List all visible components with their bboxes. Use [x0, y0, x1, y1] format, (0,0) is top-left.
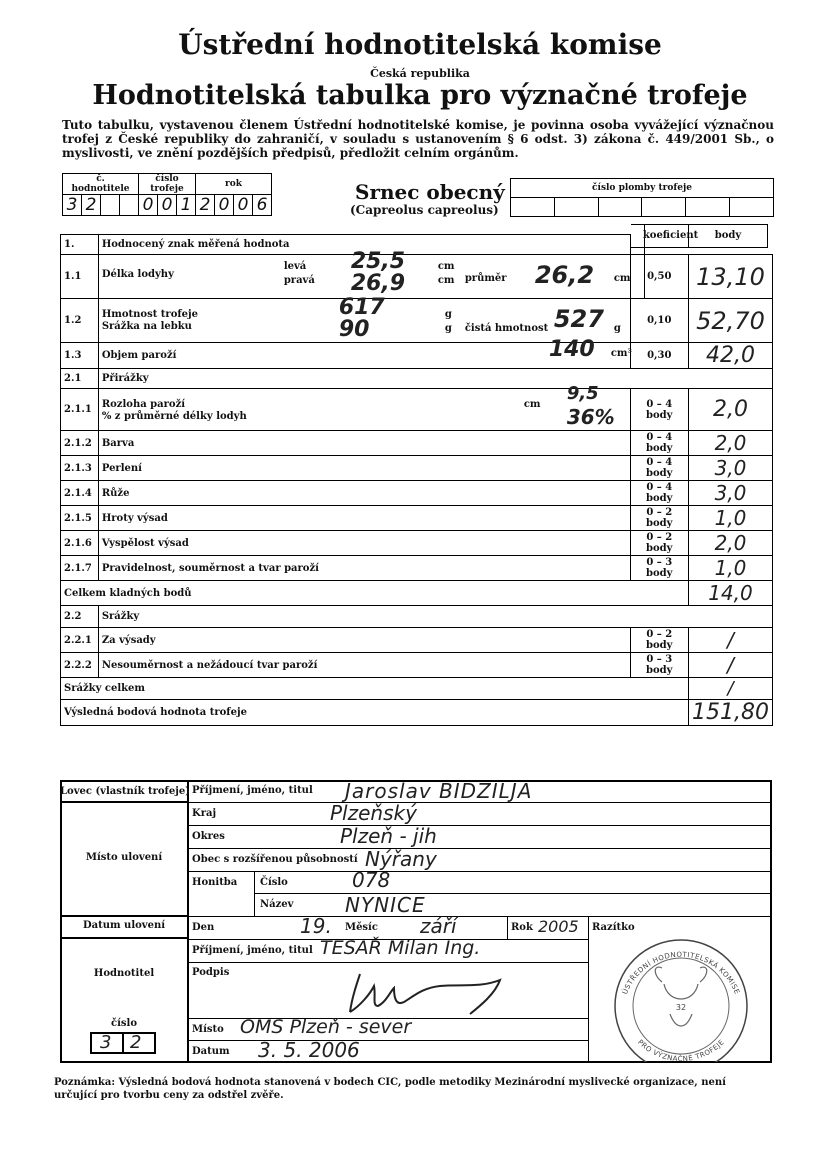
row-number: 2.1.1 — [61, 389, 99, 431]
seal-digit-empty — [511, 198, 555, 217]
seal-digit-empty — [730, 198, 774, 217]
row-number: 2.1.3 — [61, 456, 99, 481]
evaluator-name-value: TESAŘ Milan Ing. — [320, 937, 481, 959]
name-label: Příjmení, jméno, titul — [192, 785, 313, 796]
spread-percent: 36% — [566, 405, 615, 429]
place-label: Místo ulovení — [85, 852, 163, 863]
evaluator-digit-empty — [120, 195, 139, 216]
points-range: 0 – 3 body — [630, 556, 688, 581]
row-number: 2.1.4 — [61, 481, 99, 506]
stamp-label: Razítko — [592, 922, 635, 933]
coefficient — [630, 230, 699, 299]
skull-deduction-value: 90 — [338, 317, 370, 342]
row-1-2 — [98, 295, 630, 343]
points-range: 0 – 4 body — [630, 481, 688, 506]
deduction-total-value: / — [688, 678, 772, 700]
unit: g — [444, 323, 452, 334]
row-1-3 — [98, 337, 632, 369]
footer-note: Poznámka: Výsledná bodová hodnota stanovená v bodech CIC, podle metodiky Mezinárodní myslivecké organizace, není určující pro tvorbu ceny za odstřel zvěře. — [54, 1077, 726, 1101]
row-label: Srážka na lebku — [101, 321, 192, 332]
left-value: 25,5 — [350, 249, 406, 274]
points-range: 0 – 2 body — [630, 531, 688, 556]
points-range: 0 – 4 body — [630, 431, 688, 456]
ground-number-label: Číslo — [260, 877, 288, 888]
row-label: Objem paroží — [101, 350, 177, 361]
average-label: průměr — [464, 273, 507, 284]
coefficient: 0,30 — [630, 343, 688, 369]
evaluator-digit: 2 — [82, 195, 101, 216]
row-number: 2.1.5 — [61, 506, 99, 531]
day-label: Den — [192, 922, 215, 933]
row-label: Délka lodyhy — [101, 269, 174, 280]
points-cell — [688, 230, 772, 299]
row-label: Srážky — [98, 606, 772, 628]
seal-digit-empty — [598, 198, 642, 217]
points-value: 2,0 — [688, 431, 772, 456]
region-label: Kraj — [192, 808, 217, 819]
ground-name-label: Název — [260, 899, 294, 910]
evaluator-label: Hodnotitel — [93, 968, 155, 979]
trophy-digit: 0 — [158, 195, 177, 216]
final-total-label: Výsledná bodová hodnota trofeje — [61, 700, 689, 726]
evaluator-digit: 3 — [100, 1032, 112, 1053]
evaluator-name-label: Příjmení, jméno, titul — [192, 945, 313, 956]
stamp-text-bottom: PRO VÝZNAČNÉ TROFEJE — [636, 1038, 726, 1062]
year-digit: 2 — [196, 195, 215, 216]
bonus-total-value: 14,0 — [688, 581, 772, 606]
seal-digit-empty — [686, 198, 730, 217]
final-total-value: 151,80 — [688, 700, 772, 726]
row-number: 2.2.2 — [61, 653, 99, 678]
id-boxes — [62, 173, 272, 216]
row-label: % z průměrné délky lodyh — [101, 411, 247, 422]
year-digit: 0 — [215, 195, 234, 216]
town-value: Nýřany — [365, 847, 437, 871]
month-value: září — [420, 914, 457, 938]
town-label: Obec s rozšířenou působností — [192, 854, 358, 865]
row-label: Přirážky — [98, 369, 772, 389]
year-digit: 6 — [253, 195, 272, 216]
hunting-ground-label: Honitba — [192, 877, 238, 888]
points-range: 0 – 3 body — [630, 653, 688, 678]
seal-digit-empty — [642, 198, 686, 217]
district-label: Okres — [192, 831, 225, 842]
score-table — [60, 230, 773, 726]
points-value: 42,0 — [688, 343, 772, 369]
year-value: 2005 — [538, 917, 579, 936]
trophy-digit: 0 — [139, 195, 158, 216]
row-label: Rozloha paroží — [101, 399, 186, 410]
coef-value: 0,50 — [647, 271, 672, 282]
evaluator-digit: 3 — [63, 195, 82, 216]
row-number: 2.2 — [61, 606, 99, 628]
signature-image — [330, 966, 530, 1018]
trophy-weight-value: 617 — [338, 295, 385, 320]
owner-label: Lovec (vlastník trofeje) — [60, 786, 190, 797]
row-label: Pravidelnost, souměrnost a tvar paroží — [98, 556, 630, 581]
unit: g — [444, 309, 452, 320]
hunter-name: Jaroslav BIDZILJA — [345, 779, 533, 803]
row-number: 1.3 — [61, 343, 99, 369]
section-label: Hodnocený znak měřená hodnota — [98, 235, 630, 255]
date2-value: 3. 5. 2006 — [258, 1038, 360, 1062]
row-label: Barva — [98, 431, 630, 456]
svg-text:ÚSTŘEDNÍ HODNOTITELSKÁ KOMISE — [620, 951, 741, 996]
points-range: 0 – 2 body — [630, 506, 688, 531]
right-label: pravá — [283, 275, 315, 286]
average-value: 26,2 — [534, 261, 595, 289]
points-value: 13,10 — [696, 262, 765, 291]
row-number: 2.1.6 — [61, 531, 99, 556]
ground-name-value: NYNICE — [345, 893, 426, 917]
official-stamp — [592, 934, 770, 1062]
points-value: 2,0 — [688, 531, 772, 556]
year-label: Rok — [511, 922, 533, 933]
row-number: 2.1.7 — [61, 556, 99, 581]
points-value: / — [688, 653, 772, 678]
unit: cm³ — [610, 348, 632, 359]
seal-number-label: číslo plomby trofeje — [511, 179, 774, 198]
right-value: 26,9 — [350, 271, 406, 296]
left-label: levá — [283, 261, 307, 272]
place2-label: Místo — [192, 1024, 224, 1035]
unit: g — [613, 323, 621, 334]
place2-value: OMS Plzeň - sever — [240, 1016, 412, 1038]
row-label: Za výsady — [98, 628, 630, 653]
points-value: 1,0 — [688, 506, 772, 531]
seal-digit-empty — [554, 198, 598, 217]
bonus-total-label: Celkem kladných bodů — [61, 581, 689, 606]
form-title: Hodnotitelská tabulka pro význačné trofeje — [92, 80, 748, 111]
row-number: 1.1 — [61, 255, 99, 299]
points-range: 0 – 4 body — [630, 456, 688, 481]
points-value: 1,0 — [688, 556, 772, 581]
points-range: 0 – 2 body — [630, 628, 688, 653]
year-label: rok — [196, 174, 272, 195]
row-number: 1.2 — [61, 299, 99, 343]
district-value: Plzeň - jih — [340, 824, 437, 848]
seal-number-box — [510, 178, 774, 217]
row-label: Růže — [98, 481, 630, 506]
volume-value: 140 — [548, 337, 595, 362]
signature-label: Podpis — [192, 967, 230, 978]
points-header: body — [688, 224, 768, 248]
intro-text: Tuto tabulku, vystavenou členem Ústřední hodnotitelské komise, je povinna osoba vyvážející význačnou trofej z České republiky do zahraničí, v souladu s ustanovením § 6 odst. 3) zákona č. 449/2001 Sb., o myslivosti, ve znění pozdějších předpisů, předložit celním orgánům. — [62, 118, 774, 160]
date2-label: Datum — [192, 1046, 230, 1057]
year-digit: 0 — [234, 195, 253, 216]
row-label: Vyspělost výsad — [98, 531, 630, 556]
unit: cm — [437, 275, 455, 286]
month-label: Měsíc — [345, 922, 378, 933]
row-label: Hroty výsad — [98, 506, 630, 531]
species-latin: (Capreolus capreolus) — [350, 203, 499, 217]
row-number: 2.2.1 — [61, 628, 99, 653]
ground-number-value: 078 — [352, 868, 391, 892]
row-number: 2.1 — [61, 369, 99, 389]
trophy-digit: 1 — [177, 195, 196, 216]
page-title: Ústřední hodnotitelská komise — [178, 28, 662, 61]
page-subtitle: Česká republika — [370, 67, 470, 80]
coef-header: koeficient — [631, 224, 711, 248]
evaluator-number-box — [90, 1032, 156, 1054]
points-value: 3,0 — [688, 456, 772, 481]
unit: cm — [613, 273, 631, 284]
points-value: 3,0 — [688, 481, 772, 506]
date-label: Datum ulovení — [82, 920, 166, 931]
deer-head-icon — [655, 967, 707, 1026]
section-number: 1. — [61, 235, 99, 255]
row-label: Hmotnost trofeje — [101, 309, 199, 320]
evaluator-digit-empty — [101, 195, 120, 216]
unit: cm — [437, 261, 455, 272]
row-1-1 — [98, 249, 631, 299]
row-label: Perlení — [98, 456, 630, 481]
stamp-number: 32 — [675, 1003, 687, 1012]
day-value: 19. — [300, 914, 332, 938]
region-value: Plzeňský — [330, 801, 417, 825]
trophy-number-label: číslo trofeje — [139, 174, 196, 195]
deduction-total-label: Srážky celkem — [61, 678, 689, 700]
spread-value: 9,5 — [566, 383, 599, 404]
net-weight-label: čistá hmotnost — [464, 323, 549, 334]
unit: cm — [523, 399, 541, 410]
points-range: 0 – 4 body — [630, 389, 688, 431]
evaluator-number-label: č. hodnotitele — [63, 174, 139, 195]
row-label: Nesouměrnost a nežádoucí tvar paroží — [98, 653, 630, 678]
points-value: 52,70 — [688, 299, 772, 343]
points-value: / — [688, 628, 772, 653]
evaluator-digit: 2 — [130, 1032, 142, 1053]
net-weight-value: 527 — [553, 305, 604, 333]
evaluator-number-label: číslo — [111, 1018, 137, 1029]
points-value: 2,0 — [688, 389, 772, 431]
row-2-1-1 — [98, 383, 630, 431]
species-name: Srnec obecný — [355, 180, 505, 204]
row-number: 2.1.2 — [61, 431, 99, 456]
coefficient: 0,10 — [630, 299, 688, 343]
stamp-text-top: ÚSTŘEDNÍ HODNOTITELSKÁ KOMISE — [620, 950, 742, 996]
